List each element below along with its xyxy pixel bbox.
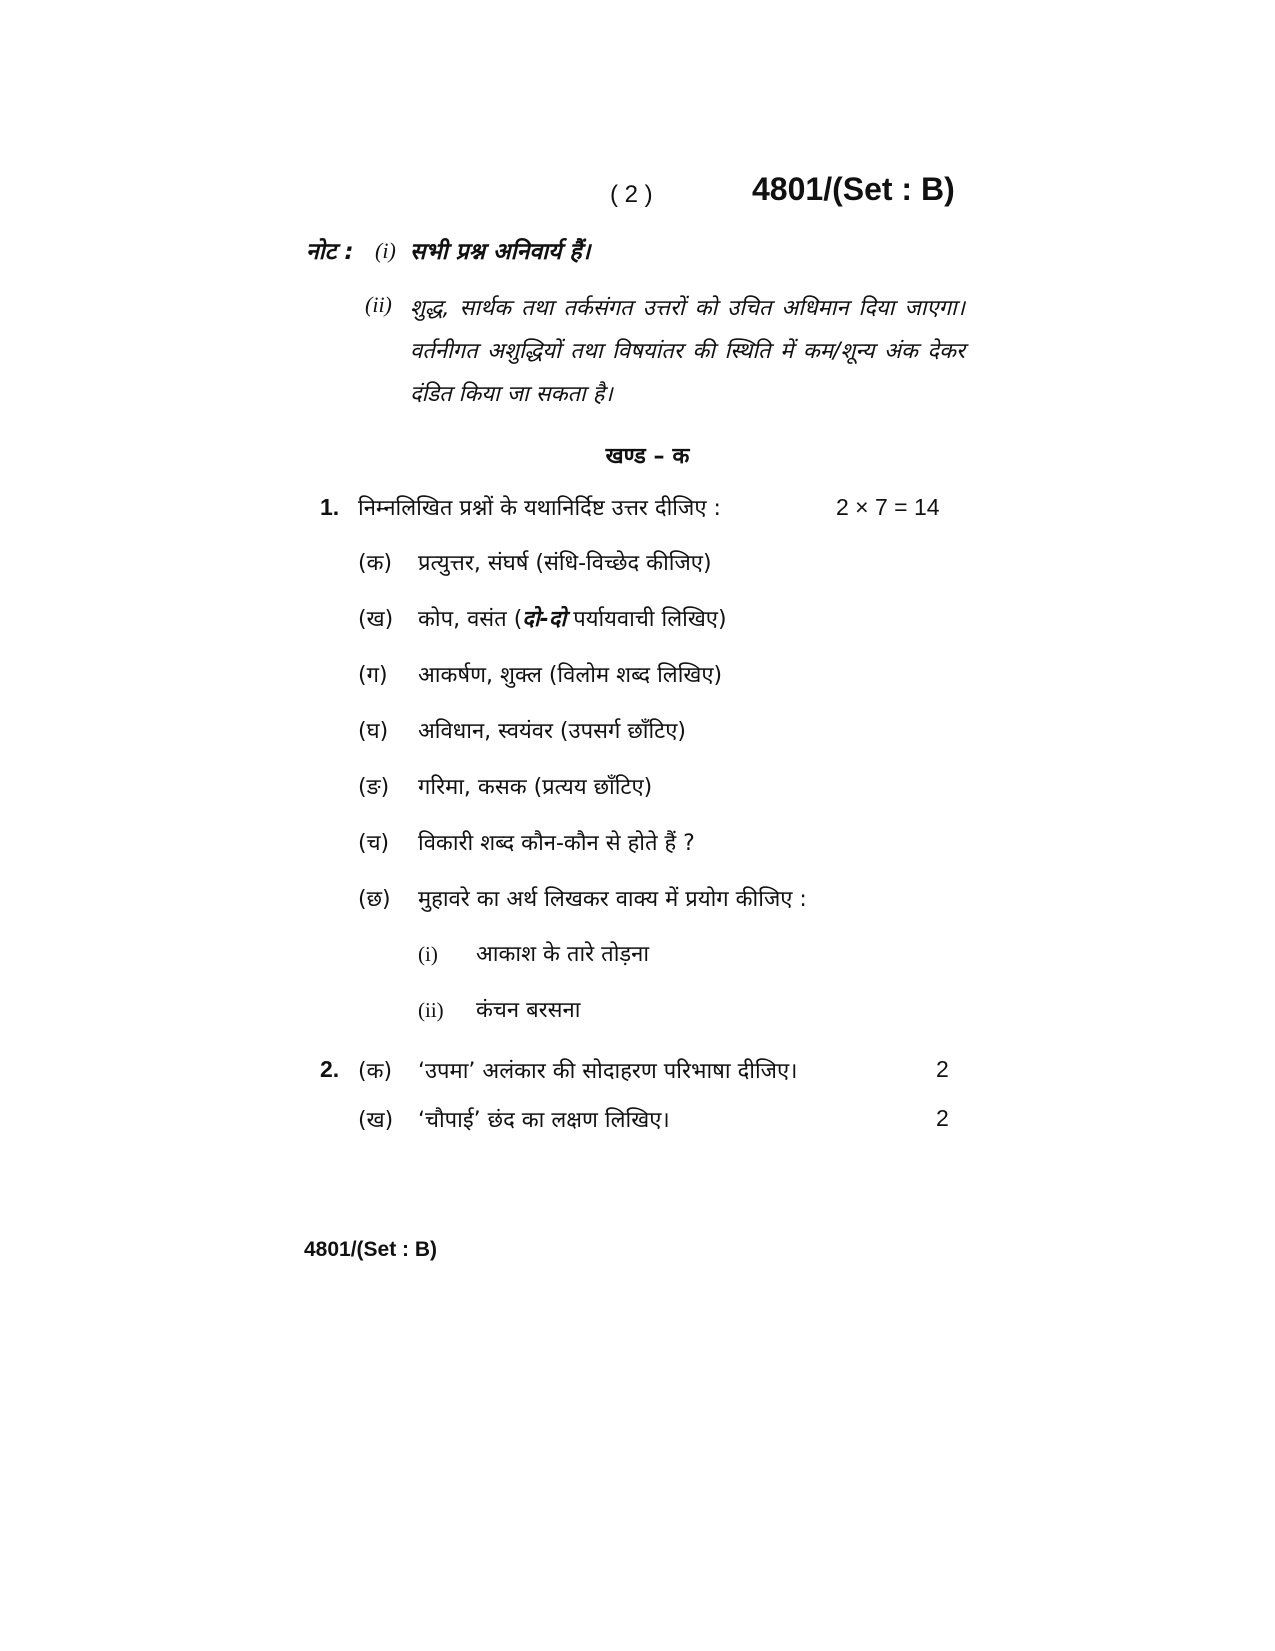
text-segment: पर्यायवाची लिखिए) xyxy=(566,607,727,632)
note-item-number: (ii) xyxy=(365,292,392,317)
section-name: क xyxy=(672,444,690,469)
question-marks: 2 xyxy=(936,1105,949,1131)
set-code-header: 4801/(Set : B) xyxy=(752,171,955,207)
sub-question-text: आकर्षण, शुक्ल (विलोम शब्द लिखिए) xyxy=(418,663,723,688)
note-item-text: सभी प्रश्न अनिवार्य हैं। xyxy=(410,239,591,265)
idiom-text: आकाश के तारे तोड़ना xyxy=(476,942,650,967)
sub-question-label: (ङ) xyxy=(358,775,390,800)
emphasis-text: दो-दो xyxy=(522,607,567,632)
idiom-text: कंचन बरसना xyxy=(476,998,581,1023)
note-item-number: (i) xyxy=(375,238,396,263)
sub-question-text: प्रत्युत्तर, संघर्ष (संधि-विच्छेद कीजिए) xyxy=(418,551,712,576)
sub-question-label: (च) xyxy=(358,831,390,856)
sub-question-label: (क) xyxy=(358,1059,393,1084)
question-marks: 2 × 7 = 14 xyxy=(836,494,940,520)
sub-question-label: (क) xyxy=(358,551,393,576)
sub-question-label: (ख) xyxy=(358,607,394,632)
section-heading xyxy=(0,440,1275,470)
sub-question-label: (ग) xyxy=(358,663,388,688)
set-code-footer: 4801/(Set : B) xyxy=(304,1238,438,1261)
sub-question-text: अविधान, स्वयंवर (उपसर्ग छाँटिए) xyxy=(418,719,686,744)
question-text: निम्नलिखित प्रश्नों के यथानिर्दिष्ट उत्तर दीजिए : xyxy=(358,496,721,521)
note-label: नोट : xyxy=(306,239,354,265)
sub-question-label: (छ) xyxy=(358,887,391,912)
sub-question-text xyxy=(418,603,727,633)
page-number: ( 2 ) xyxy=(610,181,653,208)
idiom-number: (i) xyxy=(418,942,438,966)
sub-question-label: (घ) xyxy=(358,719,389,744)
sub-question-text: गरिमा, कसक (प्रत्यय छाँटिए) xyxy=(418,775,653,800)
sub-question-text: ‘चौपाई’ छंद का लक्षण लिखिए। xyxy=(418,1108,670,1133)
note-item-text: शुद्ध, सार्थक तथा तर्कसंगत उत्तरों को उचित अधिमान दिया जाएगा। वर्तनीगत अशुद्धियों तथा विषयांतर की स्थिति में कम/शून्य अंक देकर दंडित किया जा सकता है। xyxy=(410,296,965,407)
sub-question-text: विकारी शब्द कौन-कौन से होते हैं ? xyxy=(418,831,695,856)
section-prefix: खण्ड – xyxy=(605,444,665,469)
sub-question-text: मुहावरे का अर्थ लिखकर वाक्य में प्रयोग कीजिए : xyxy=(418,887,807,912)
sub-question-label: (ख) xyxy=(358,1108,394,1133)
idiom-number: (ii) xyxy=(418,998,444,1022)
question-marks: 2 xyxy=(936,1056,949,1082)
sub-question-text: ‘उपमा’ अलंकार की सोदाहरण परिभाषा दीजिए। xyxy=(418,1059,798,1084)
text-segment: कोप, वसंत ( xyxy=(418,607,523,632)
question-number: 2. xyxy=(320,1056,340,1082)
question-number: 1. xyxy=(320,494,340,520)
